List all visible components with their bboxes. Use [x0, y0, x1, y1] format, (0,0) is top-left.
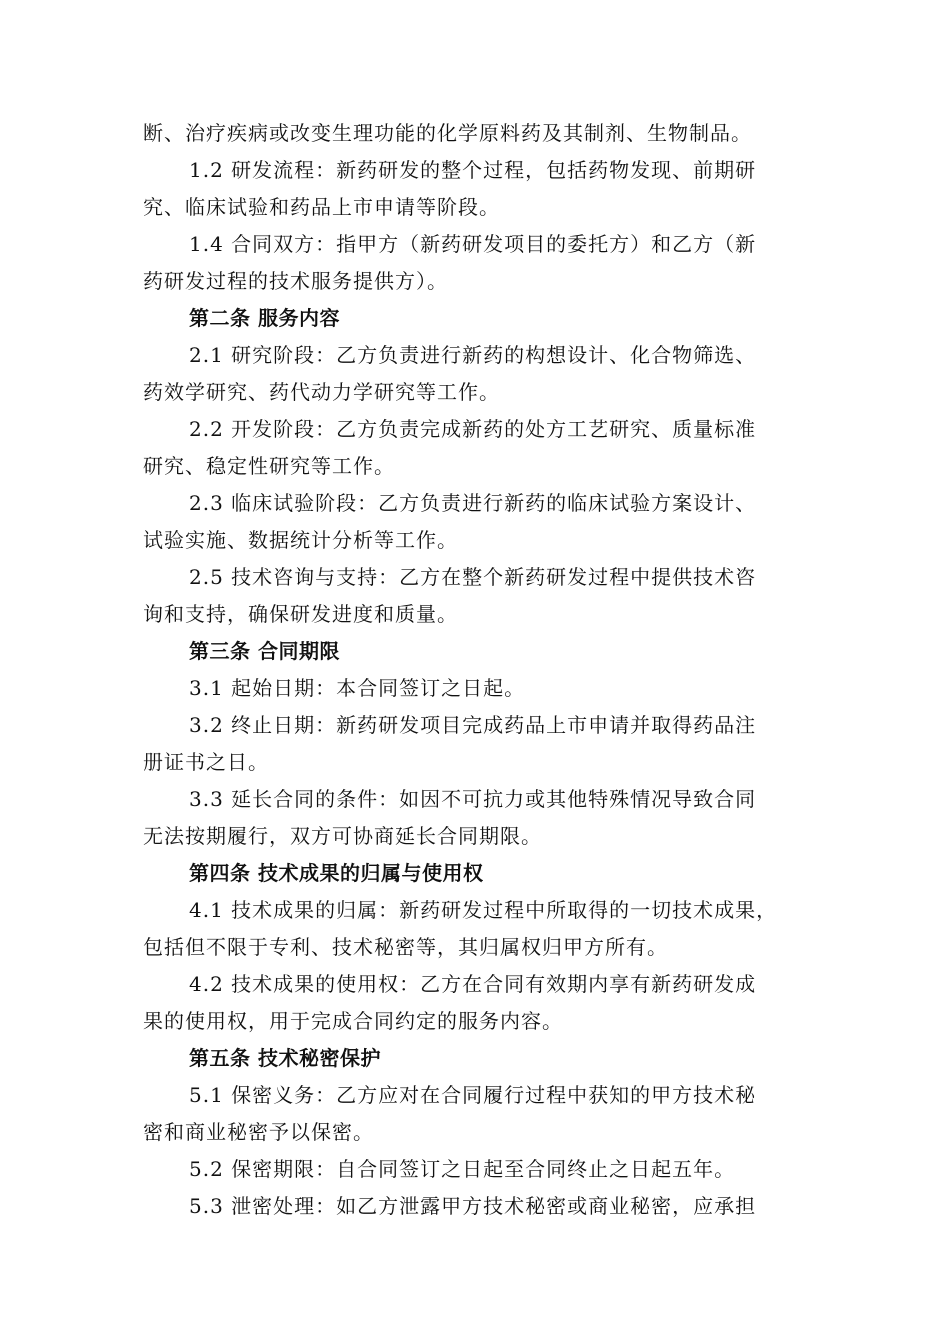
- section-heading: 第二条 服务内容: [189, 306, 340, 330]
- paragraph-line: 无法按期履行，双方可协商延长合同期限。: [143, 824, 542, 848]
- section-heading: 第三条 合同期限: [189, 639, 340, 663]
- paragraph-line: 1.2 研发流程：新药研发的整个过程，包括药物发现、前期研: [189, 158, 757, 182]
- paragraph-line: 4.1 技术成果的归属：新药研发过程中所取得的一切技术成果，: [189, 898, 778, 922]
- paragraph-line: 究、临床试验和药品上市申请等阶段。: [143, 195, 500, 219]
- paragraph-line: 3.3 延长合同的条件：如因不可抗力或其他特殊情况导致合同: [189, 787, 757, 811]
- section-heading: 第五条 技术秘密保护: [189, 1046, 381, 1070]
- paragraph-line: 册证书之日。: [143, 750, 269, 774]
- paragraph-line: 询和支持，确保研发进度和质量。: [143, 602, 458, 626]
- paragraph-line: 药效学研究、药代动力学研究等工作。: [143, 380, 500, 404]
- paragraph-line: 2.2 开发阶段：乙方负责完成新药的处方工艺研究、质量标准: [189, 417, 757, 441]
- paragraph-line: 2.5 技术咨询与支持：乙方在整个新药研发过程中提供技术咨: [189, 565, 757, 589]
- paragraph-line: 密和商业秘密予以保密。: [143, 1120, 374, 1144]
- paragraph-line: 果的使用权，用于完成合同约定的服务内容。: [143, 1009, 563, 1033]
- paragraph-line: 研究、稳定性研究等工作。: [143, 454, 395, 478]
- paragraph-line: 1.4 合同双方：指甲方（新药研发项目的委托方）和乙方（新: [189, 232, 757, 256]
- paragraph-line: 5.1 保密义务：乙方应对在合同履行过程中获知的甲方技术秘: [189, 1083, 757, 1107]
- document-page: [143, 115, 805, 1225]
- paragraph-line: 试验实施、数据统计分析等工作。: [143, 528, 458, 552]
- paragraph-line: 3.1 起始日期：本合同签订之日起。: [189, 676, 526, 700]
- paragraph-line: 5.3 泄密处理：如乙方泄露甲方技术秘密或商业秘密，应承担: [189, 1194, 757, 1218]
- paragraph-line: 2.1 研究阶段：乙方负责进行新药的构想设计、化合物筛选、: [189, 343, 757, 367]
- paragraph-line: 断、治疗疾病或改变生理功能的化学原料药及其制剂、生物制品。: [143, 121, 752, 145]
- paragraph-line: 4.2 技术成果的使用权：乙方在合同有效期内享有新药研发成: [189, 972, 757, 996]
- paragraph-line: 3.2 终止日期：新药研发项目完成药品上市申请并取得药品注: [189, 713, 757, 737]
- paragraph-line: 包括但不限于专利、技术秘密等，其归属权归甲方所有。: [143, 935, 668, 959]
- paragraph-line: 药研发过程的技术服务提供方）。: [143, 269, 448, 293]
- paragraph-line: 5.2 保密期限：自合同签订之日起至合同终止之日起五年。: [189, 1157, 736, 1181]
- section-heading: 第四条 技术成果的归属与使用权: [189, 861, 484, 885]
- paragraph-line: 2.3 临床试验阶段：乙方负责进行新药的临床试验方案设计、: [189, 491, 757, 515]
